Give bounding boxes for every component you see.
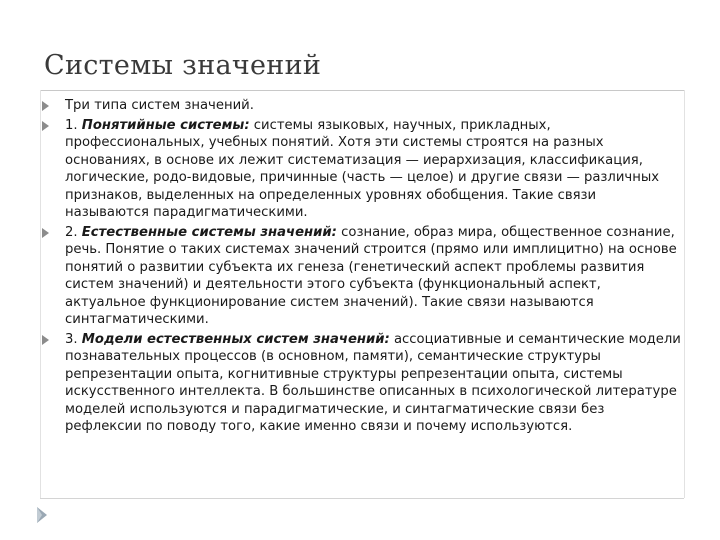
nav-arrow-icon[interactable]	[34, 505, 50, 525]
bullet-body: Три типа систем значений.	[65, 98, 254, 113]
bullet-text	[65, 117, 682, 222]
bullet-number: 3.	[65, 331, 82, 347]
bullet-list	[42, 97, 682, 438]
bullet-item-conceptual-systems	[42, 117, 682, 222]
right-border	[684, 90, 685, 498]
bullet-item-natural-systems	[42, 224, 682, 329]
left-border	[40, 90, 41, 498]
bullet-text	[65, 97, 682, 115]
bullet-number: 2.	[65, 224, 82, 240]
bullet-arrow-icon	[42, 335, 49, 345]
bullet-text	[65, 331, 682, 436]
bullet-arrow-icon	[42, 228, 49, 238]
bullet-arrow-icon	[42, 101, 49, 111]
slide-title: Системы значений	[44, 50, 322, 81]
bullet-body: ассоциативные и семантические модели познавательных процессов (в основном, памяти), семантические структуры репрезентации опыта, когнитивные структуры репрезентации опыта, системы искусственного интеллекта. В большинстве описанных в психологической литературе моделей используются и парадигматические, и синтагматические связи без рефлексии по поводу того, какие именно связи и почему используются.	[65, 331, 681, 434]
bullet-item-models	[42, 331, 682, 436]
bullet-number: 1.	[65, 117, 82, 133]
bullet-text	[65, 224, 682, 329]
bullet-item-intro	[42, 97, 682, 115]
bullet-lead: Модели естественных систем значений:	[81, 331, 390, 347]
bullet-arrow-icon	[42, 121, 49, 131]
bullet-body: системы языковых, научных, прикладных, профессиональных, учебных понятий. Хотя эти системы строятся на разных основаниях, в основе их лежит систематизация — иерархизация, классификация, логические, родо-видовые, причинные (часть — целое) и другие связи — различных признаков, выделенных на определенных уровнях обобщения. Такие связи называются парадигматическими.	[65, 117, 660, 220]
bullet-lead: Естественные системы значений:	[81, 224, 337, 240]
bullet-body: сознание, образ мира, общественное сознание, речь. Понятие о таких системах значений строится (прямо или имплицитно) на основе понятий о развитии субъекта их генеза (генетический аспект проблемы развития систем значений) и деятельности этого субъекта (функциональный аспект, актуальное функционирование систем значений). Такие связи называются синтагматическими.	[65, 224, 677, 327]
bullet-lead: Понятийные системы:	[81, 117, 250, 133]
title-divider	[40, 90, 684, 91]
bottom-divider	[40, 498, 684, 499]
